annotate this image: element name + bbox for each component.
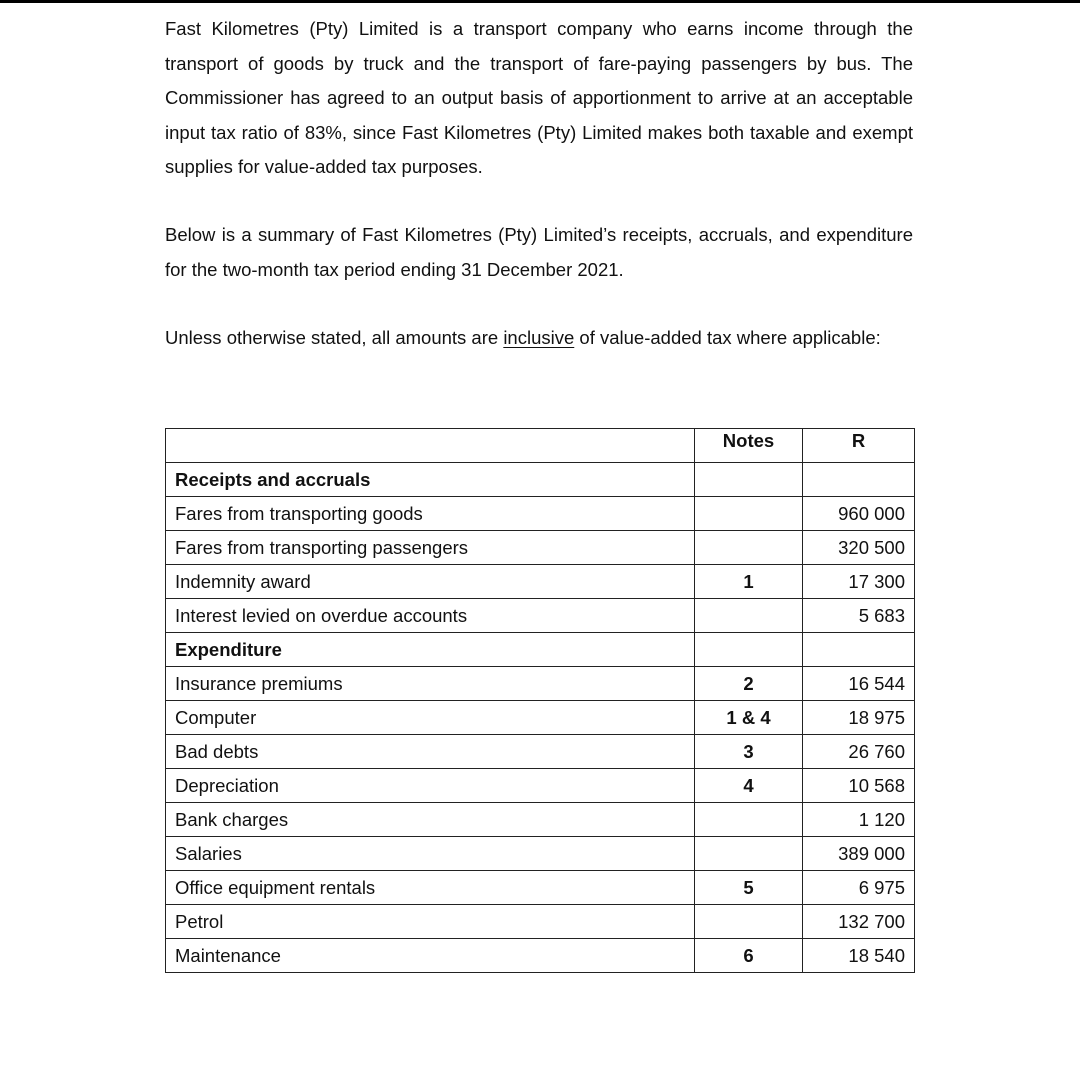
table-row <box>166 599 915 633</box>
table-row <box>166 871 915 905</box>
row-note: 3 <box>695 735 803 769</box>
section-row-receipts <box>166 463 915 497</box>
row-note <box>695 531 803 565</box>
empty-cell <box>803 633 915 667</box>
row-note: 2 <box>695 667 803 701</box>
vat-note-text-start: Unless otherwise stated, all amounts are <box>165 327 504 348</box>
table-row <box>166 769 915 803</box>
expenditure-heading: Expenditure <box>166 633 695 667</box>
row-description: Office equipment rentals <box>166 871 695 905</box>
empty-cell <box>695 463 803 497</box>
row-amount: 18 975 <box>803 701 915 735</box>
row-amount: 16 544 <box>803 667 915 701</box>
row-description: Interest levied on overdue accounts <box>166 599 695 633</box>
table-row <box>166 939 915 973</box>
top-border-rule <box>0 0 1080 3</box>
table-row <box>166 667 915 701</box>
table-row <box>166 701 915 735</box>
row-description: Insurance premiums <box>166 667 695 701</box>
table-row <box>166 905 915 939</box>
row-amount: 1 120 <box>803 803 915 837</box>
row-note <box>695 803 803 837</box>
row-description: Maintenance <box>166 939 695 973</box>
header-notes: Notes <box>695 429 803 463</box>
intro-paragraph-summary: Below is a summary of Fast Kilometres (Pty) Limited’s receipts, accruals, and expenditure for the two-month tax period ending 31 December 2021. <box>165 224 913 280</box>
row-note: 4 <box>695 769 803 803</box>
row-description: Fares from transporting goods <box>166 497 695 531</box>
row-amount: 320 500 <box>803 531 915 565</box>
section-row-expenditure <box>166 633 915 667</box>
table-row <box>166 803 915 837</box>
empty-cell <box>803 463 915 497</box>
row-description: Bank charges <box>166 803 695 837</box>
row-amount: 389 000 <box>803 837 915 871</box>
row-amount: 18 540 <box>803 939 915 973</box>
row-amount: 26 760 <box>803 735 915 769</box>
row-note <box>695 599 803 633</box>
row-description: Petrol <box>166 905 695 939</box>
table-row <box>166 837 915 871</box>
row-description: Salaries <box>166 837 695 871</box>
row-description: Depreciation <box>166 769 695 803</box>
row-description: Fares from transporting passengers <box>166 531 695 565</box>
document-body <box>165 12 913 356</box>
row-amount: 960 000 <box>803 497 915 531</box>
row-amount: 5 683 <box>803 599 915 633</box>
table-row <box>166 565 915 599</box>
intro-paragraph-company: Fast Kilometres (Pty) Limited is a transport company who earns income through the transport of goods by truck and the transport of fare-paying passengers by bus. The Commissioner has agreed to an output basis of apportionment to arrive at an acceptable input tax ratio of 83%, since Fast Kilometres (Pty) Limited makes both taxable and exempt supplies for value-added tax purposes. <box>165 18 913 177</box>
row-note: 6 <box>695 939 803 973</box>
row-amount: 132 700 <box>803 905 915 939</box>
row-amount: 17 300 <box>803 565 915 599</box>
row-note: 1 & 4 <box>695 701 803 735</box>
row-description: Computer <box>166 701 695 735</box>
row-note <box>695 837 803 871</box>
row-note: 5 <box>695 871 803 905</box>
row-amount: 6 975 <box>803 871 915 905</box>
row-note: 1 <box>695 565 803 599</box>
vat-note-text-end: of value-added tax where applicable: <box>574 327 881 348</box>
table-header-row <box>166 429 915 463</box>
row-note <box>695 497 803 531</box>
header-amount: R <box>803 429 915 463</box>
row-amount: 10 568 <box>803 769 915 803</box>
intro-paragraph-vat-note <box>165 321 913 356</box>
receipts-expenditure-table <box>165 428 915 973</box>
table-row <box>166 497 915 531</box>
inclusive-underlined-word: inclusive <box>503 327 575 348</box>
empty-cell <box>695 633 803 667</box>
row-description: Indemnity award <box>166 565 695 599</box>
header-description <box>166 429 695 463</box>
receipts-heading: Receipts and accruals <box>166 463 695 497</box>
row-description: Bad debts <box>166 735 695 769</box>
table-row <box>166 531 915 565</box>
table-row <box>166 735 915 769</box>
row-note <box>695 905 803 939</box>
